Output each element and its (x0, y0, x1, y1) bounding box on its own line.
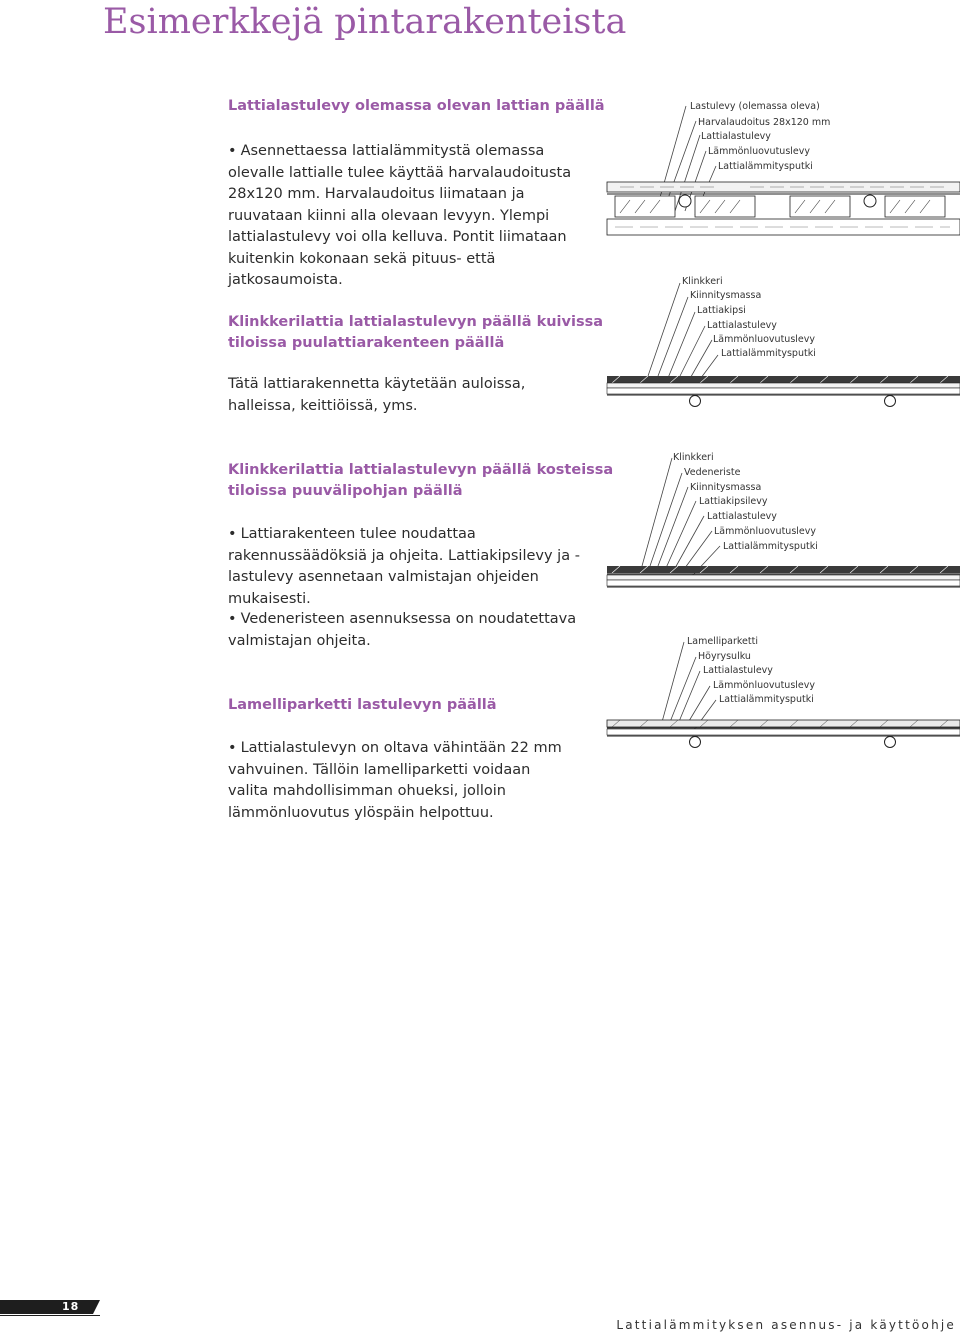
diagram-1-label-3: Lattialastulevy (701, 131, 771, 142)
diagram-4-layers (607, 720, 960, 748)
diagram-floor-on-existing-floor (600, 95, 960, 245)
diagram-2-label-2: Kiinnitysmassa (690, 290, 762, 301)
diagram-4-label-4: Lämmönluovutuslevy (713, 680, 815, 691)
bullet: • (228, 740, 237, 756)
diagram-1-layers (607, 182, 960, 235)
diagram-2-label-6: Lattialämmitysputki (721, 348, 816, 359)
diagram-4-label-1: Lamelliparketti (687, 636, 758, 647)
footer-divider (0, 1315, 100, 1316)
page-title: Esimerkkejä pintarakenteista (103, 2, 627, 42)
diagram-1-label-2: Harvalaudoitus 28x120 mm (698, 117, 831, 128)
section-heading-2 (228, 312, 603, 354)
diagram-1-label-1: Lastulevy (olemassa oleva) (690, 101, 820, 112)
diagram-3-label-6: Lämmönluovutuslevy (714, 526, 816, 537)
section-1-paragraph (228, 141, 588, 292)
bullet: • (228, 611, 237, 627)
section-4-text: Lattialastulevyn on oltava vähintään 22 mm vahvuinen. Tällöin lamelliparketti voidaan valita mahdollisimman ohueksi, jolloin lämmönluovutus ylöspäin helpottuu. (228, 740, 562, 821)
diagram-3-label-5: Lattialastulevy (707, 511, 777, 522)
section-3-paragraph-2 (228, 609, 588, 652)
section-4-paragraph (228, 738, 573, 824)
section-2-paragraph: Tätä lattiarakennetta käytetään auloissa, halleissa, keittiöissä, yms. (228, 376, 526, 414)
diagram-3-label-1: Klinkkeri (673, 452, 714, 463)
diagram-3-layers (607, 566, 960, 587)
diagram-3-label-3: Kiinnitysmassa (690, 482, 762, 493)
diagram-3-label-7: Lattialämmitysputki (723, 541, 818, 552)
diagram-2-label-1: Klinkkeri (682, 276, 723, 287)
page-number: 18 (62, 1300, 80, 1313)
section-1-text: Asennettaessa lattialämmitystä olemassa olevalle lattialle tulee käyttää harvalaudoitusta 28x120 mm. Harvalaudoitus liimataan ja ruuvataan kiinni alla olevaan levyyn. Ylempi lattialastulevy voi olla kelluva. Pontit liimataan kuitenkin kokonaan sekä pituus- että jatkosaumoista. (228, 143, 572, 288)
diagram-3-label-4: Lattiakipsilevy (699, 496, 768, 507)
diagram-2-label-3: Lattiakipsi (697, 305, 746, 316)
section-heading-2-line-2: tiloissa puulattiarakenteen päällä (228, 335, 505, 351)
bullet: • (228, 143, 237, 159)
footer-document-title: Lattialämmityksen asennus- ja käyttöohje (616, 1318, 956, 1332)
diagram-3-label-2: Vedeneriste (684, 467, 741, 478)
section-heading-2-line-1: Klinkkerilattia lattialastulevyn päällä kuivissa (228, 314, 603, 330)
diagram-tile-dry-rooms (600, 268, 960, 418)
bullet: • (228, 526, 237, 542)
diagram-1-label-4: Lämmönluovutuslevy (708, 146, 810, 157)
section-heading-3-line-1: Klinkkerilattia lattialastulevyn päällä kosteissa (228, 462, 614, 478)
diagram-2-label-4: Lattialastulevy (707, 320, 777, 331)
diagram-2-layers (607, 376, 960, 407)
diagram-tile-wet-rooms (600, 448, 960, 598)
section-heading-4: Lamelliparketti lastulevyn päällä (228, 697, 497, 713)
section-3-paragraph-1 (228, 524, 588, 610)
diagram-4-label-2: Höyrysulku (698, 651, 751, 662)
diagram-1-label-5: Lattialämmitysputki (718, 161, 813, 172)
diagram-4-label-5: Lattialämmitysputki (719, 694, 814, 705)
section-heading-3 (228, 460, 613, 502)
section-3-text-1: Lattiarakenteen tulee noudattaa rakennussäädöksiä ja ohjeita. Lattiakipsilevy ja -lastulevy asennetaan valmistajan ohjeiden mukaisesti. (228, 526, 580, 607)
diagram-2-label-5: Lämmönluovutuslevy (713, 334, 815, 345)
section-heading-3-line-2: tiloissa puuvälipohjan päällä (228, 483, 463, 499)
section-heading-1: Lattialastulevy olemassa olevan lattian päällä (228, 98, 605, 114)
diagram-lamella-parquet (600, 630, 960, 750)
section-3-text-2: Vedeneristeen asennuksessa on noudatettava valmistajan ohjeita. (228, 611, 577, 649)
diagram-4-label-3: Lattialastulevy (703, 665, 773, 676)
